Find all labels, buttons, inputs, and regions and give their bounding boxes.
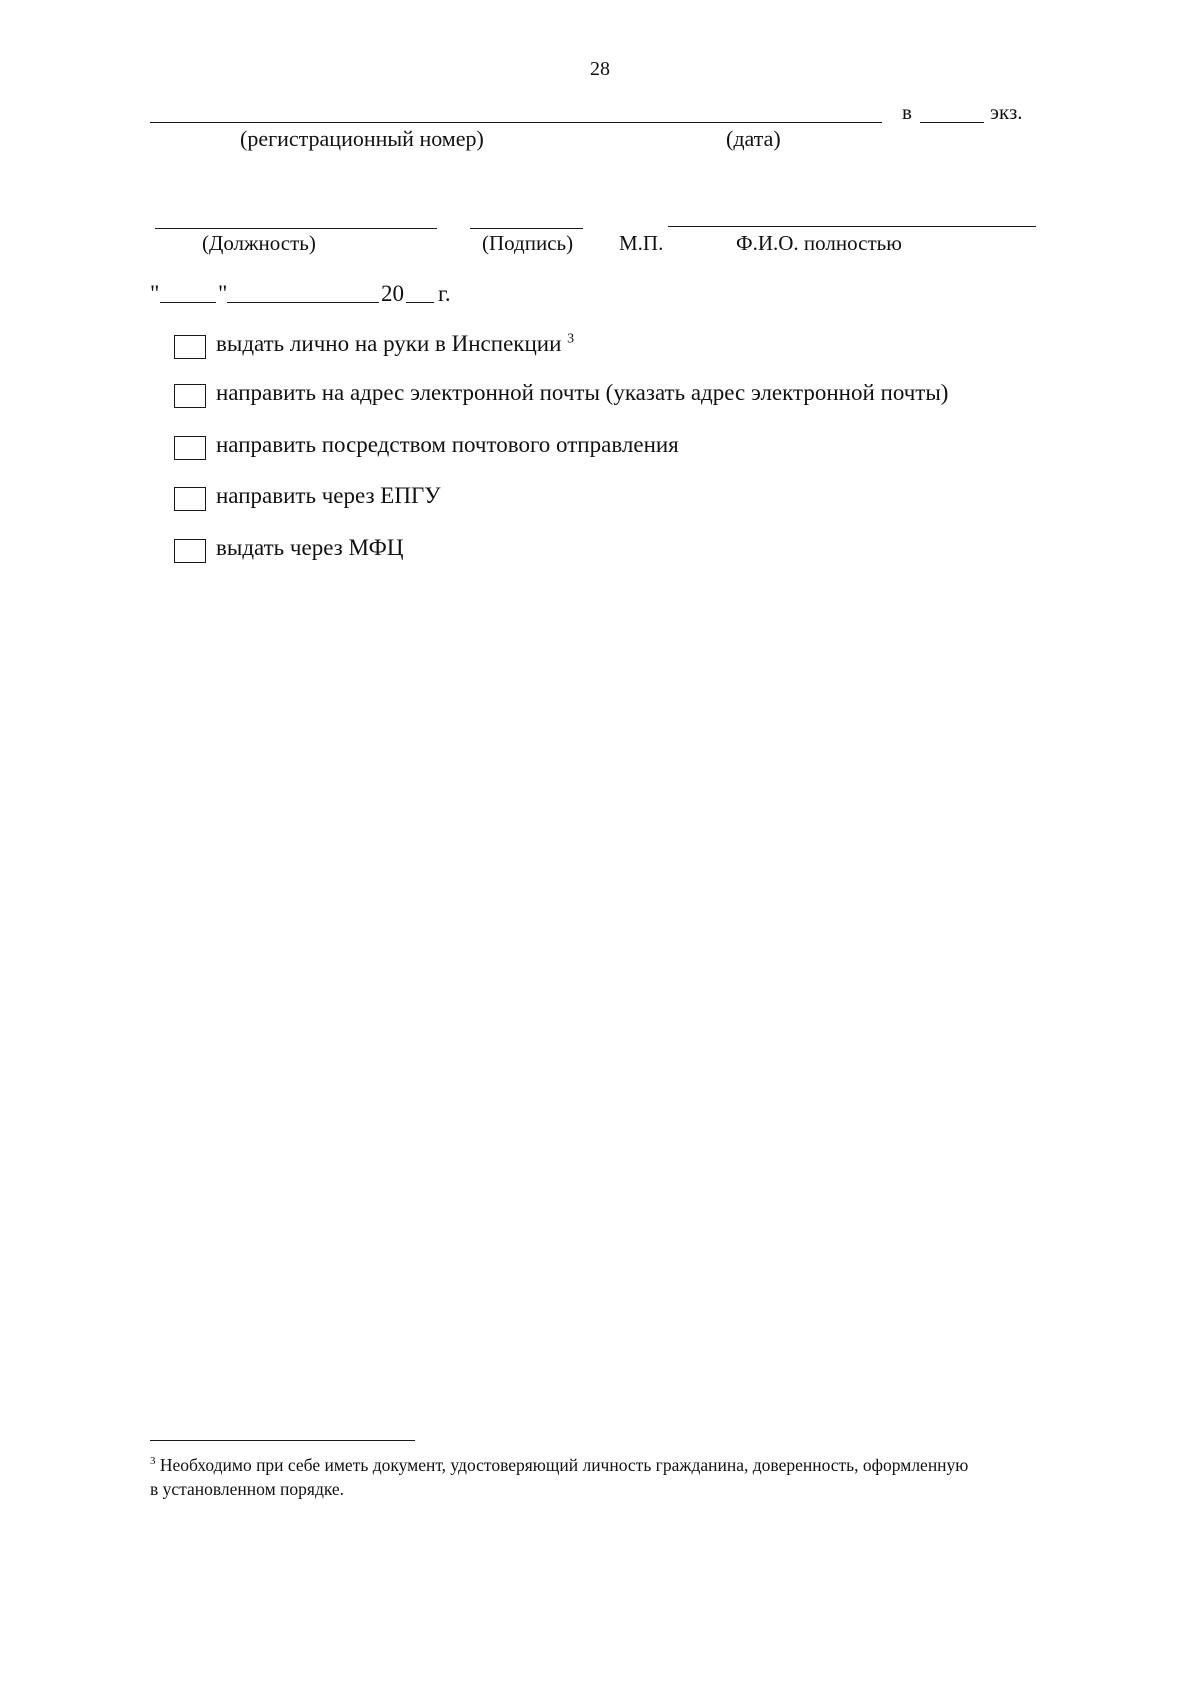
stamp-label: М.П. [619,231,664,255]
option-checkbox-in-person[interactable] [174,335,206,359]
footnote-ref: 3 [567,331,575,347]
option-label-in-person [216,331,574,357]
footnote-line-2: в установленном порядке. [150,1479,345,1499]
option-checkbox-email[interactable] [174,384,206,408]
signature-line[interactable] [470,228,583,229]
date-open-quote: " [150,281,160,306]
registration-number-label: (регистрационный номер) [240,126,484,151]
option-checkbox-mfc[interactable] [174,539,206,563]
option-checkbox-epgu[interactable] [174,487,206,511]
copies-count-line[interactable] [920,122,984,123]
option-text-in-person: выдать лично на руки в Инспекции [216,331,562,356]
date-label: (дата) [726,126,781,151]
signature-label: (Подпись) [482,231,574,255]
footnote-line-1 [150,1452,968,1478]
full-name-line[interactable] [668,226,1036,227]
footnote-separator [150,1440,415,1441]
date-close-quote: " [218,281,228,306]
option-label-epgu: направить через ЕПГУ [216,483,441,508]
option-label-email: направить на адрес электронной почты (указать адрес электронной почты) [216,380,949,405]
copies-suffix: экз. [990,100,1023,124]
position-line[interactable] [155,228,437,229]
option-label-mfc: выдать через МФЦ [216,535,404,560]
year-line[interactable] [406,302,434,303]
month-line[interactable] [227,302,379,303]
position-label: (Должность) [202,231,316,255]
year-prefix: 20 [381,281,404,306]
day-line[interactable] [160,302,216,303]
registration-line[interactable] [150,122,882,123]
footnote-marker: 3 [150,1455,156,1468]
year-suffix: г. [438,281,451,306]
full-name-label: Ф.И.О. полностью [736,231,902,255]
option-label-post: направить посредством почтового отправления [216,432,679,457]
option-checkbox-post[interactable] [174,436,206,460]
copies-prefix: в [902,100,912,124]
page-number: 28 [590,58,610,80]
footnote-text-1: Необходимо при себе иметь документ, удостоверяющий личность гражданина, доверенность, оформленную [159,1455,969,1475]
